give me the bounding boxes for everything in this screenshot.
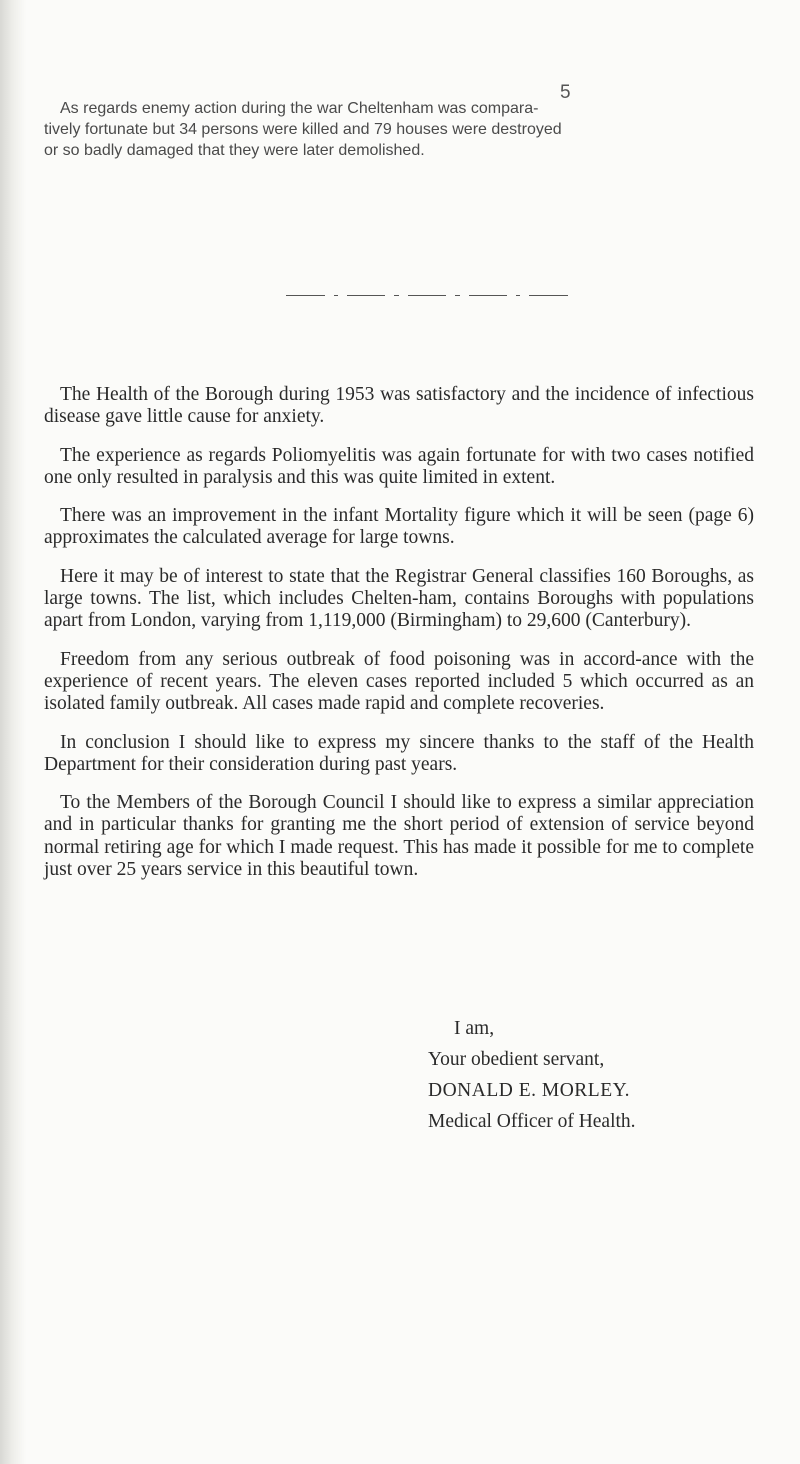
paragraph-food-poisoning: Freedom from any serious outbreak of food poisoning was in accord-ance with the experience of recent years. The eleven cases reported included 5 which occurred as an isolated family outbreak. All cases made rapid and complete recoveries.	[44, 648, 754, 715]
paragraph-infant-mortality: There was an improvement in the infant Mortality figure which it will be seen (page 6) approximates the calculated average for large towns.	[44, 505, 754, 549]
intro-line: As regards enemy action during the war Cheltenham was compara-	[60, 100, 539, 117]
signoff-name: DONALD E. MORLEY.	[428, 1080, 631, 1101]
intro-paragraph	[44, 98, 754, 161]
page-number: 5	[560, 82, 571, 103]
intro-line: tively fortunate but 34 persons were killed and 79 houses were destroyed	[44, 121, 562, 138]
intro-line: or so badly damaged that they were later demolished.	[44, 142, 425, 159]
paragraph-poliomyelitis: The experience as regards Poliomyelitis was again fortunate for with two cases notified one only resulted in paralysis and this was quite limited in extent.	[44, 444, 754, 488]
paragraph-conclusion: In conclusion I should like to express my sincere thanks to the staff of the Health Department for their consideration during past years.	[44, 731, 754, 775]
signoff	[428, 1013, 636, 1137]
report-body	[44, 384, 754, 897]
paragraph-registrar-general: Here it may be of interest to state that the Registrar General classifies 160 Boroughs, as large towns. The list, which includes Chelten-ham, contains Boroughs with populations apart from London, varying from 1,119,000 (Birmingham) to 29,600 (Canterbury).	[44, 565, 754, 632]
signoff-greeting: I am,	[454, 1018, 495, 1039]
signoff-closing: Your obedient servant,	[428, 1049, 605, 1070]
signoff-title: Medical Officer of Health.	[428, 1111, 636, 1132]
section-divider	[286, 294, 568, 296]
paragraph-health: The Health of the Borough during 1953 was satisfactory and the incidence of infectious disease gave little cause for anxiety.	[44, 384, 754, 428]
page-edge-shadow	[0, 0, 26, 1464]
paragraph-council-thanks: To the Members of the Borough Council I should like to express a similar appreciation and in particular thanks for granting me the short period of extension of service beyond normal retiring age for which I made request. This has made it possible for me to complete just over 25 years service in this beautiful town.	[44, 792, 754, 881]
